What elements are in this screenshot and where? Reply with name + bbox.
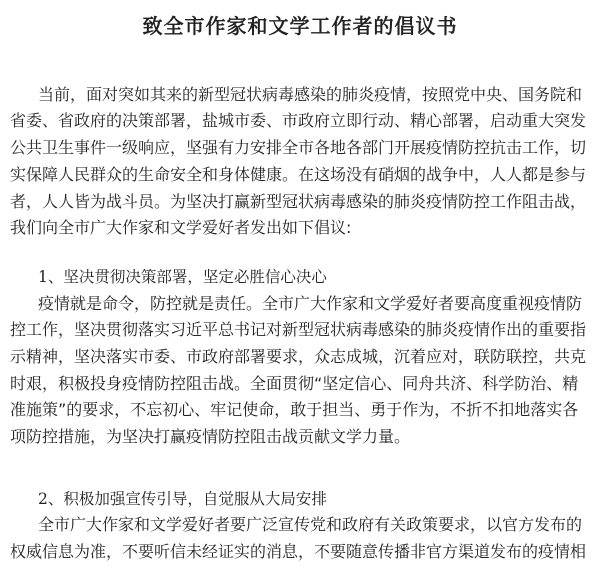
intro-line: 公共卫生事件一级响应，坚强有力安排全市各地各部门开展疫情防控抗击工作，切 xyxy=(10,138,587,157)
intro-line: 当前，面对突如其来的新型冠状病毒感染的肺炎疫情，按照党中央、国务院和 xyxy=(38,85,583,104)
paragraph-line: 准施策”的要求，不忘初心、牢记使命，敢于担当、勇于作为，不折不扣地落实各 xyxy=(10,400,579,419)
paragraph-line: 项防控措施，为坚决打赢疫情防控阻击战贡献文学力量。 xyxy=(10,427,411,446)
intro-line: 省委、省政府的决策部署，盐城市委、市政府立即行动、精心部署，启动重大突发 xyxy=(10,111,587,130)
intro-line: 我们向全市广大作家和文学爱好者发出如下倡议: xyxy=(10,218,352,237)
intro-line: 实保障人民群众的生命安全和身体健康。在这场没有硝烟的战争中，人人都是参与 xyxy=(10,165,587,184)
section-heading-2: 2、积极加强宣传引导，自觉服从大局安排 xyxy=(38,490,327,508)
paragraph-line: 控工作，坚决贯彻落实习近平总书记对新型冠状病毒感染的肺炎疫情作出的重要指 xyxy=(10,320,587,339)
paragraph-line: 示精神，坚决落实市委、市政府部署要求，众志成城，沉着应对，联防联控，共克 xyxy=(10,347,587,366)
paragraph-line: 全市广大作家和文学爱好者要广泛宣传党和政府有关政策要求，以官方发布的 xyxy=(38,515,583,534)
intro-line: 者，人人皆为战斗员。为坚决打赢新型冠状病毒感染的肺炎疫情防控工作阻击战， xyxy=(10,192,587,211)
paragraph-line: 疫情就是命令，防控就是责任。全市广大作家和文学爱好者要高度重视疫情防 xyxy=(38,294,583,313)
document-title: 致全市作家和文学工作者的倡议书 xyxy=(142,14,458,38)
paragraph-line: 权威信息为准，不要听信未经证实的消息，不要随意传播非官方渠道发布的疫情相 xyxy=(10,542,587,561)
paragraph-line: 时艰，积极投身疫情防控阻击战。全面贯彻“坚定信心、同舟共济、科学防治、精 xyxy=(10,374,579,393)
section-heading-1: 1、坚决贯彻决策部署，坚定必胜信心决心 xyxy=(38,268,327,286)
